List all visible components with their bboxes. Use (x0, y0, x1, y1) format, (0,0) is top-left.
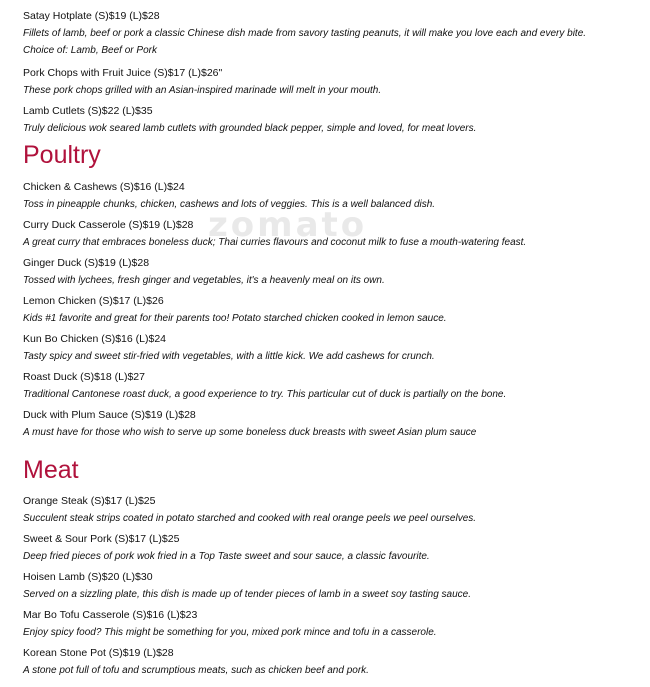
menu-item (23, 67, 643, 105)
menu-item (23, 10, 643, 67)
menu-item (23, 333, 643, 371)
item-name: Lemon Chicken (S)$17 (L)$26 (23, 295, 164, 307)
section-title-meat: Meat (23, 456, 79, 484)
item-name: Duck with Plum Sauce (S)$19 (L)$28 (23, 409, 196, 421)
item-description: Toss in pineapple chunks, chicken, cashews and lots of veggies. This is a well balanced dish. (23, 199, 436, 210)
item-name: Satay Hotplate (S)$19 (L)$28 (23, 10, 160, 22)
menu-item (23, 257, 643, 295)
item-name: Orange Steak (S)$17 (L)$25 (23, 495, 156, 507)
item-description: Enjoy spicy food? This might be something for you, mixed pork mince and tofu in a casserole. (23, 627, 437, 638)
item-description: Kids #1 favorite and great for their parents too! Potato starched chicken cooked in lemon sauce. (23, 313, 447, 324)
menu-item (23, 647, 643, 677)
item-description: A must have for those who wish to serve up some boneless duck breasts with sweet Asian plum sauce (23, 427, 477, 438)
item-name: Lamb Cutlets (S)$22 (L)$35 (23, 105, 153, 117)
menu-item (23, 105, 643, 135)
menu-item (23, 609, 643, 647)
menu-item (23, 219, 643, 257)
item-description: A stone pot full of tofu and scrumptious meats, such as chicken beef and pork. (23, 665, 369, 676)
item-choice: Choice of: Lamb, Beef or Pork (23, 45, 157, 56)
item-name: Sweet & Sour Pork (S)$17 (L)$25 (23, 533, 180, 545)
menu-item (23, 371, 643, 409)
item-description: Served on a sizzling plate, this dish is made up of tender pieces of lamb in a sweet soy tasting sauce. (23, 589, 472, 600)
meat-section (23, 456, 643, 677)
item-description: Deep fried pieces of pork wok fried in a Top Taste sweet and sour sauce, a classic favourite. (23, 551, 430, 562)
top-section (23, 10, 643, 135)
item-name: Roast Duck (S)$18 (L)$27 (23, 371, 145, 383)
item-description: Fillets of lamb, beef or pork a classic Chinese dish made from savory tasting peanuts, it will make you love each and every bite. (23, 28, 587, 39)
item-description: Tasty spicy and sweet stir-fried with vegetables, with a little kick. We add cashews for crunch. (23, 351, 435, 362)
menu-item (23, 409, 643, 439)
menu-item (23, 571, 643, 609)
item-description: Truly delicious wok seared lamb cutlets with grounded black pepper, simple and loved, for meat lovers. (23, 123, 477, 134)
item-description: A great curry that embraces boneless duck; Thai curries flavours and coconut milk to fuse a mouth-watering feast. (23, 237, 527, 248)
menu-page (23, 10, 643, 677)
item-name: Korean Stone Pot (S)$19 (L)$28 (23, 647, 174, 659)
menu-item (23, 181, 643, 219)
menu-item (23, 495, 643, 533)
watermark-text: zomato (208, 205, 368, 245)
item-name: Pork Chops with Fruit Juice (S)$17 (L)$26" (23, 67, 223, 79)
item-description: Tossed with lychees, fresh ginger and vegetables, it's a heavenly meal on its own. (23, 275, 385, 286)
item-name: Curry Duck Casserole (S)$19 (L)$28 (23, 219, 194, 231)
section-title-poultry: Poultry (23, 141, 101, 169)
item-description: Traditional Cantonese roast duck, a good experience to try. This particular cut of duck is partially on the bone. (23, 389, 507, 400)
menu-item (23, 533, 643, 571)
menu-item (23, 295, 643, 333)
item-name: Mar Bo Tofu Casserole (S)$16 (L)$23 (23, 609, 198, 621)
item-name: Chicken & Cashews (S)$16 (L)$24 (23, 181, 185, 193)
poultry-section (23, 141, 643, 439)
item-name: Hoisen Lamb (S)$20 (L)$30 (23, 571, 153, 583)
item-name: Ginger Duck (S)$19 (L)$28 (23, 257, 150, 269)
item-description: Succulent steak strips coated in potato starched and cooked with real orange peels we peel ourselves. (23, 513, 477, 524)
item-description: These pork chops grilled with an Asian-inspired marinade will melt in your mouth. (23, 85, 382, 96)
item-name: Kun Bo Chicken (S)$16 (L)$24 (23, 333, 166, 345)
